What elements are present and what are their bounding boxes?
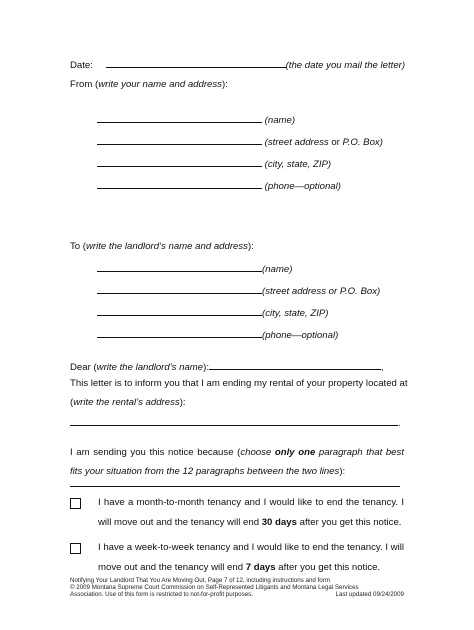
date-blank[interactable]: [106, 57, 286, 68]
notice-hint2: paragraph that best fits your situation from the 12 paragraphs between the two lines: [70, 447, 404, 477]
to-heading: [70, 241, 254, 253]
from-name-line: [97, 112, 295, 127]
to-city-hint: (city, state, ZIP): [262, 308, 329, 319]
date-label: Date:: [70, 60, 93, 71]
from-city-line: [97, 156, 331, 171]
from-phone-hint: (phone—optional): [264, 181, 341, 192]
option-1-before: I have a month-to-month tenancy and I would like to end the tenancy. I will move out and the tenancy will end: [98, 497, 404, 528]
footer-line-2: © 2009 Montana Supreme Court Commission on Self-Represented Litigants and Montana Legal Services: [70, 584, 359, 592]
footer-line-3-row: [70, 591, 404, 598]
option-1-checkbox[interactable]: [70, 498, 81, 509]
from-name-blank[interactable]: [97, 112, 262, 123]
dear-comma: ,: [381, 362, 384, 373]
footer-line-1: Notifying Your Landlord That You Are Moving Out, Page 7 of 12, including instructions and form: [70, 577, 330, 584]
from-heading-prefix: From (: [70, 79, 99, 90]
from-street-hint: (street address: [264, 137, 329, 148]
option-2-text: [98, 538, 404, 577]
footer: [70, 577, 404, 599]
to-street-blank[interactable]: [97, 283, 262, 294]
from-heading-hint: write your name and address: [98, 79, 222, 90]
to-heading-hint: write the landlord’s name and address: [86, 241, 248, 252]
from-heading: [70, 79, 228, 91]
footer-updated: Last updated 09/24/2009: [335, 591, 404, 599]
from-phone-blank[interactable]: [97, 178, 262, 189]
date-line: [70, 57, 405, 72]
to-city-blank[interactable]: [97, 305, 262, 316]
dear-suffix: ):: [203, 362, 210, 373]
section-divider: [70, 486, 400, 487]
date-hint: (the date you mail the letter): [285, 60, 406, 71]
to-heading-suffix: ):: [247, 241, 254, 252]
from-street-or: or: [328, 137, 343, 148]
to-name-line: [97, 261, 292, 276]
to-city-line: [97, 305, 328, 320]
from-street-blank[interactable]: [97, 134, 262, 145]
from-city-blank[interactable]: [97, 156, 262, 167]
option-week-to-week: [70, 538, 404, 578]
to-street-hint: (street address or P.O. Box): [262, 286, 381, 297]
inform-close: ):: [179, 397, 186, 408]
dear-line: [70, 359, 384, 374]
option-month-to-month: [70, 493, 404, 533]
from-city-hint: (city, state, ZIP): [264, 159, 332, 170]
inform-hint: write the rental’s address: [73, 397, 180, 408]
dear-prefix: Dear (: [70, 362, 97, 373]
option-2-bold: 7 days: [245, 561, 276, 573]
to-phone-blank[interactable]: [97, 327, 262, 338]
footer-line-3: Association. Use of this form is restricted to not-for-profit purposes.: [70, 591, 253, 599]
option-1-text: [98, 493, 404, 532]
inform-address-line: [70, 415, 401, 430]
option-2-after: after you get this notice.: [275, 561, 381, 573]
from-street-line: [97, 134, 383, 149]
option-2-checkbox[interactable]: [70, 543, 81, 554]
notice-bold: only one: [274, 447, 316, 458]
to-name-hint: (name): [262, 264, 293, 275]
notice-part1: I am sending you this notice because (: [70, 447, 241, 458]
to-heading-prefix: To (: [70, 241, 86, 252]
notice-paragraph: [70, 443, 404, 481]
to-name-blank[interactable]: [97, 261, 262, 272]
to-street-line: [97, 283, 380, 298]
option-1-bold: 30 days: [261, 516, 297, 528]
notice-hint1: choose: [240, 447, 275, 458]
to-phone-line: [97, 327, 338, 342]
rental-address-blank[interactable]: [70, 415, 398, 426]
from-phone-line: [97, 178, 341, 193]
inform-period: .: [398, 418, 401, 429]
to-phone-hint: (phone—optional): [262, 330, 339, 341]
dear-hint: write the landlord’s name: [96, 362, 204, 373]
from-name-hint: (name): [264, 115, 296, 126]
from-street-pobox: P.O. Box): [342, 137, 383, 148]
option-2-before: I have a week-to-week tenancy and I would like to end the tenancy. I will move out and the tenancy will end: [98, 542, 404, 573]
option-1-after: after you get this notice.: [296, 516, 402, 528]
from-heading-suffix: ):: [221, 79, 228, 90]
notice-part2: ):: [339, 466, 346, 477]
inform-line-1: This letter is to inform you that I am ending my rental of your property located at: [70, 378, 408, 389]
inform-open: (: [70, 397, 74, 408]
dear-blank[interactable]: [209, 359, 381, 370]
inform-line-2: [70, 397, 186, 409]
